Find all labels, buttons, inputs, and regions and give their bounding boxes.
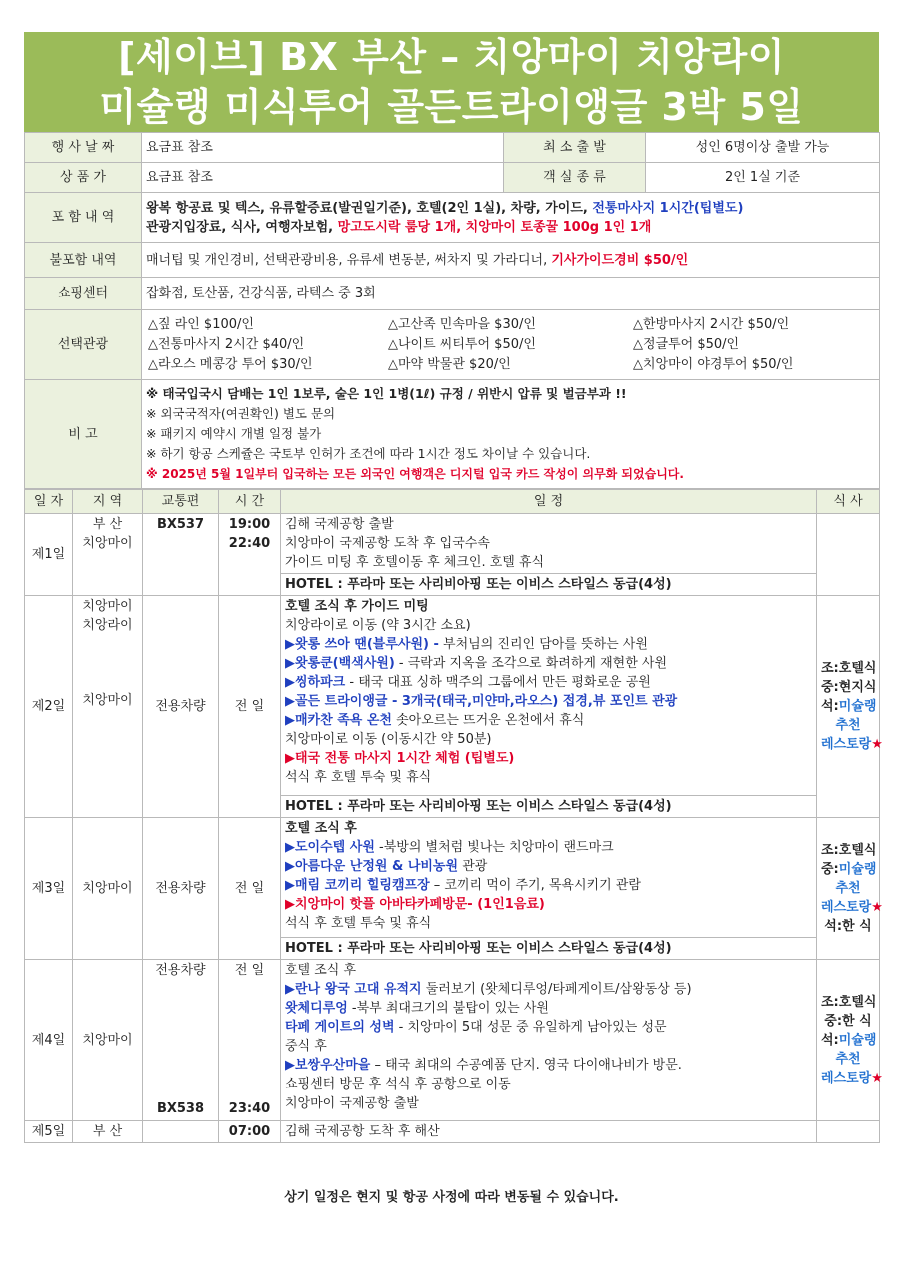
day3-label: 제3일	[25, 818, 73, 960]
day5-itinerary: 김해 국제공항 도착 후 해산	[281, 1121, 817, 1143]
gift-included: 망고도시락 룸당 1개, 치앙마이 토종꿀 100g 1인 1개	[337, 219, 652, 235]
note-item: ※ 태국입국시 담배는 1인 1보루, 술은 1인 1병(1ℓ) 규정 / 위반시 압류 및 벌금부과 !!	[146, 386, 627, 401]
option-item: △전통마사지 2시간 $40/인	[148, 336, 305, 352]
include-value: 왕복 항공료 및 텍스, 유류할증료(발권일기준), 호텔(2인 1실), 차량, 가이드, 전통마사지 1시간(팁별도) 관광지입장료, 식사, 여행자보험, 망고도시락 룸당 1개, 치앙마이 토종꿀 100g 1인 1개	[142, 193, 880, 243]
star-icon: ★	[871, 900, 883, 915]
option-label: 선택관광	[25, 310, 142, 380]
date-label: 행 사 날 짜	[25, 133, 142, 163]
price-label: 상 품 가	[25, 163, 142, 193]
day5-region: 부 산	[73, 1121, 143, 1143]
day3-meal: 조:호텔식 중:미슐랭 추천 레스토랑★ 석:한 식	[817, 818, 880, 960]
schedule-table	[24, 489, 883, 1143]
option-item: △마약 박물관 $20/인	[388, 356, 511, 372]
option-item: △정글투어 $50/인	[633, 336, 740, 352]
col-itinerary: 일 정	[281, 490, 817, 514]
day1-label: 제1일	[25, 514, 73, 596]
day2-region: 치앙마이 치앙라이 치앙마이	[73, 596, 143, 818]
day4-meal: 조:호텔식 중:한 식 석:미슐랭 추천 레스토랑★	[817, 960, 880, 1121]
day1-time: 19:00 22:40	[219, 514, 281, 596]
footer-note: 상기 일정은 현지 및 항공 사정에 따라 변동될 수 있습니다.	[284, 1190, 619, 1205]
note-label: 비 고	[25, 380, 142, 489]
day1-hotel: HOTEL : 푸라마 또는 사리비아핑 또는 이비스 스타일스 동급(4성)	[281, 574, 817, 596]
note-item: ※ 외국국적자(여권확인) 별도 문의	[146, 406, 336, 421]
day4-transport: 전용차량 BX538	[143, 960, 219, 1121]
min-departure-value: 성인 6명이상 출발 가능	[646, 133, 880, 163]
col-day: 일 자	[25, 490, 73, 514]
option-grid	[148, 315, 883, 375]
title-line-2: 미슐랭 미식투어 골든트라이앵글 3박 5일	[99, 85, 804, 129]
info-table	[24, 132, 880, 489]
shopping-label: 쇼핑센터	[25, 278, 142, 310]
day1-meal	[817, 514, 880, 596]
exclude-value: 매너팁 및 개인경비, 선택관광비용, 유류세 변동분, 써차지 및 가라디너, 기사가이드경비 $50/인	[142, 243, 880, 278]
day2-time: 전 일	[219, 596, 281, 818]
option-list	[142, 310, 880, 380]
option-item: △나이트 씨티투어 $50/인	[388, 336, 536, 352]
include-label: 포 함 내 역	[25, 193, 142, 243]
note-item: ※ 하기 항공 스케쥴은 국토부 인허가 조건에 따라 1시간 정도 차이날 수 있습니다.	[146, 446, 591, 461]
col-transport: 교통편	[143, 490, 219, 514]
day4-label: 제4일	[25, 960, 73, 1121]
day3-time: 전 일	[219, 818, 281, 960]
date-value: 요금표 참조	[142, 133, 504, 163]
title-banner	[24, 32, 879, 132]
day2-hotel: HOTEL : 푸라마 또는 사리비아핑 또는 이비스 스타일스 동급(4성)	[281, 796, 817, 818]
day3-transport: 전용차량	[143, 818, 219, 960]
day5-label: 제5일	[25, 1121, 73, 1143]
price-value: 요금표 참조	[142, 163, 504, 193]
day5-meal	[817, 1121, 880, 1143]
note-item: ※ 2025년 5월 1일부터 입국하는 모든 외국인 여행객은 디지털 입국 카드 작성이 의무화 되었습니다.	[146, 467, 684, 481]
option-item: △라오스 메콩강 투어 $30/인	[148, 356, 313, 372]
day2-transport: 전용차량	[143, 596, 219, 818]
col-time: 시 간	[219, 490, 281, 514]
star-icon: ★	[871, 737, 883, 752]
day4-region: 치앙마이	[73, 960, 143, 1121]
day2-itinerary: 호텔 조식 후 가이드 미팅 치앙라이로 이동 (약 3시간 소요) ▶왓롱 쓰아 땐(블루사원) - 부처님의 진리인 담아를 뜻하는 사원 ▶왓롱쿤(백색사원) - 극락과 지옥을 조각으로 화려하게 재현한 사원 ▶씽하파크 - 태국 대표 싱하 맥주의 그룹에서 만든 평화로운 공원 ▶골든 트라이앵글 - 3개국(태국,미얀마,라오스) 접경,뷰 포인트 관광 ▶매카찬 족욕 온천 솟아오르는 뜨거운 온천에서 휴식 치앙마이로 이동 (이동시간 약 50분) ▶태국 전통 마사지 1시간 체험 (팁별도) 석식 후 호텔 투숙 및 휴식	[281, 596, 817, 796]
note-list	[142, 380, 880, 489]
option-item: △고산족 민속마을 $30/인	[388, 316, 536, 332]
option-item: △짚 라인 $100/인	[148, 316, 254, 332]
exclude-label: 불포함 내역	[25, 243, 142, 278]
day1-region: 부 산 치앙마이	[73, 514, 143, 596]
day5-transport	[143, 1121, 219, 1143]
day4-itinerary: 호텔 조식 후 ▶란나 왕국 고대 유적지 둘러보기 (왓체디루엉/타페게이트/삼왕동상 등) 왓체디루엉 -북부 최대크기의 불탑이 있는 사원 타페 게이트의 성벽 - 치앙마이 5대 성문 중 유일하게 남아있는 성문 중식 후 ▶보쌍우산마을 – 태국 최대의 수공예품 단지. 영국 다이애나비가 방문. 쇼핑센터 방문 후 석식 후 공항으로 이동 치앙마이 국제공항 출발	[281, 960, 817, 1121]
min-departure-label: 최 소 출 발	[504, 133, 646, 163]
day1-itinerary: 김해 국제공항 출발 치앙마이 국제공항 도착 후 입국수속 가이드 미팅 후 호텔이동 후 체크인. 호텔 휴식	[281, 514, 817, 574]
itinerary-page	[24, 32, 883, 1143]
title-line-1: [세이브] BX 부산 – 치앙마이 치앙라이	[118, 35, 785, 79]
day3-region: 치앙마이	[73, 818, 143, 960]
col-meal: 식 사	[817, 490, 880, 514]
guide-fee: 기사가이드경비 $50/인	[551, 252, 689, 268]
day2-label: 제2일	[25, 596, 73, 818]
star-icon: ★	[871, 1070, 883, 1086]
day2-meal: 조:호텔식 중:현지식 석:미슐랭 추천 레스토랑★	[817, 596, 880, 818]
day3-hotel: HOTEL : 푸라마 또는 사리비아핑 또는 이비스 스타일스 동급(4성)	[281, 938, 817, 960]
day3-itinerary: 호텔 조식 후 ▶도이수텝 사원 -북방의 별처럼 빛나는 치앙마이 랜드마크 ▶아름다운 난정원 & 나비농원 관광 ▶매림 코끼리 힐링캠프장 – 코끼리 먹이 주기, 목욕시키기 관람 ▶치앙마이 핫플 아바타카페방문- (1인1음료) 석식 후 호텔 투숙 및 휴식	[281, 818, 817, 938]
day4-time: 전 일 23:40	[219, 960, 281, 1121]
massage-included: 전통마사지 1시간(팁별도)	[592, 200, 744, 216]
note-item: ※ 패키지 예약시 개별 일정 불가	[146, 426, 322, 441]
day1-transport: BX537	[143, 514, 219, 596]
room-type-value: 2인 1실 기준	[646, 163, 880, 193]
option-item: △한방마사지 2시간 $50/인	[633, 316, 790, 332]
shopping-value: 잡화점, 토산품, 건강식품, 라텍스 중 3회	[142, 278, 880, 310]
col-region: 지 역	[73, 490, 143, 514]
room-type-label: 객 실 종 류	[504, 163, 646, 193]
option-item: △치앙마이 야경투어 $50/인	[633, 356, 794, 372]
day5-time: 07:00	[219, 1121, 281, 1143]
